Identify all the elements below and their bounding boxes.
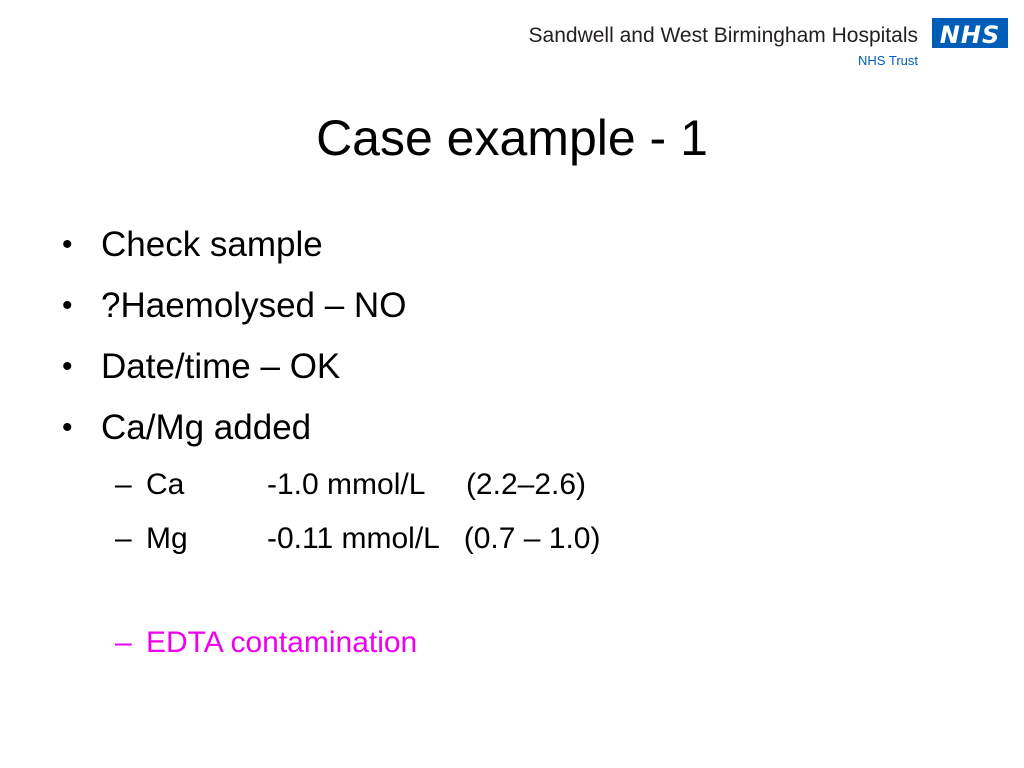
bullet-icon: • [62, 289, 73, 322]
bullet-text: ?Haemolysed – NO [101, 286, 407, 325]
organization-header [448, 18, 1008, 78]
bullet-item [58, 214, 978, 275]
bullet-icon: • [62, 228, 73, 261]
bullet-icon: • [62, 350, 73, 383]
dash-icon: – [115, 522, 132, 555]
conclusion-item [58, 616, 978, 670]
bullet-text: Check sample [101, 225, 323, 264]
sub-item-label: Mg [146, 522, 188, 555]
bullet-text: Ca/Mg added [101, 408, 312, 447]
bullet-item [58, 336, 978, 397]
sub-item-value: -0.11 mmol/L (0.7 – 1.0) [267, 522, 601, 555]
bullet-item [58, 397, 978, 458]
bullet-icon: • [62, 411, 73, 444]
slide-title: Case example - 1 [316, 110, 708, 166]
slide-content [58, 214, 978, 670]
conclusion-text: EDTA contamination [146, 626, 418, 659]
bullet-item [58, 275, 978, 336]
dash-icon: – [115, 468, 132, 501]
sub-item-mg [58, 512, 978, 566]
dash-icon: – [115, 626, 132, 659]
spacer [58, 566, 978, 616]
sub-item-label: Ca [146, 468, 185, 501]
organization-name: Sandwell and West Birmingham Hospitals [528, 24, 918, 47]
nhs-logo: NHS [932, 18, 1008, 48]
sub-item-value: -1.0 mmol/L (2.2–2.6) [267, 468, 587, 501]
bullet-text: Date/time – OK [101, 347, 341, 386]
organization-subtitle: NHS Trust [858, 53, 918, 68]
sub-item-ca [58, 458, 978, 512]
